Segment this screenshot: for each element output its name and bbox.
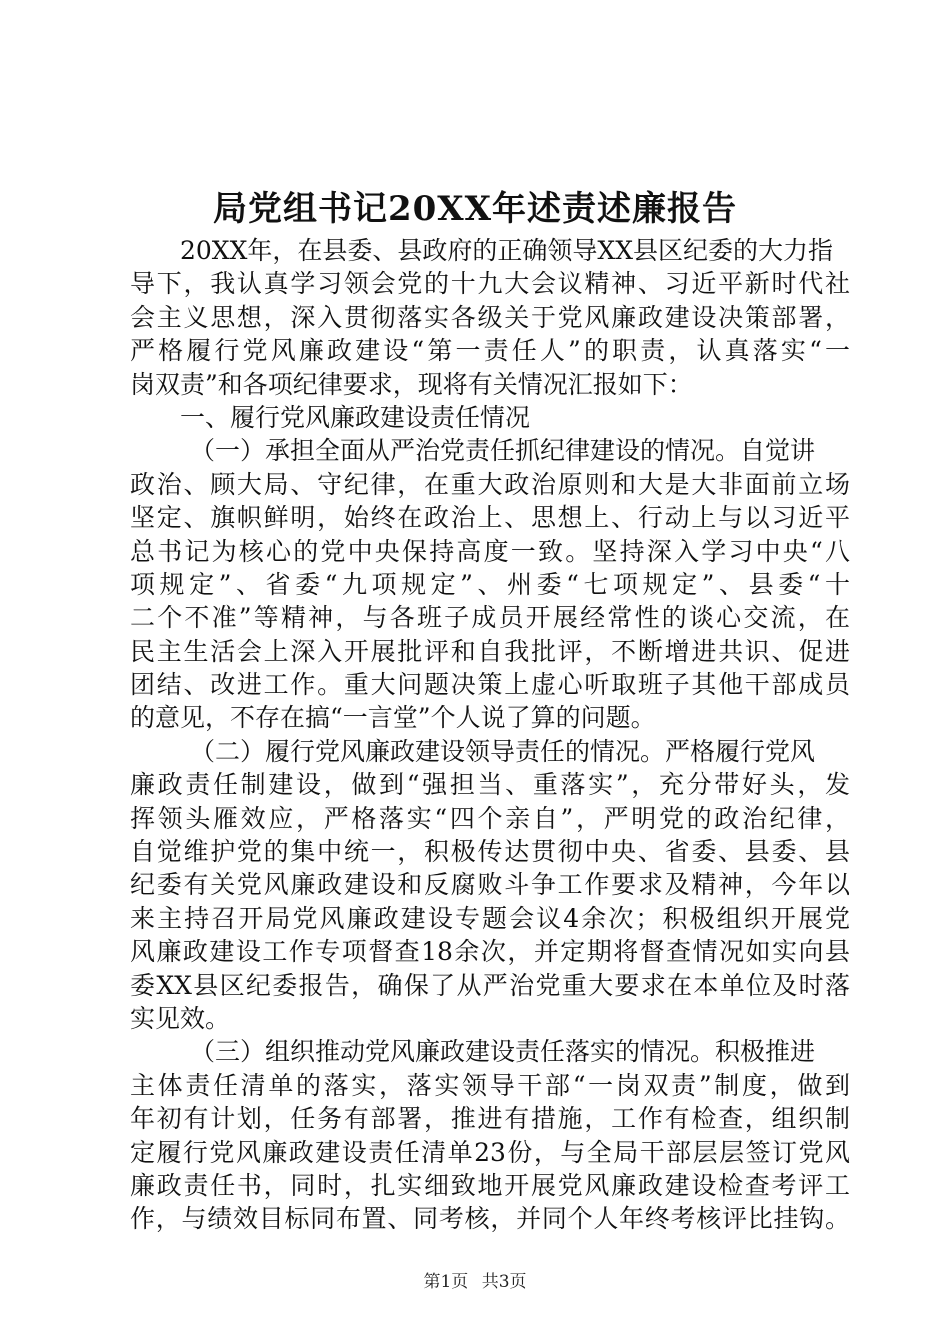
body-line: 的意见，不存在搞“一言堂”个人说了算的问题。 [130,703,656,733]
body-line: 实见效。 [130,1003,231,1033]
body-line: 作，与绩效目标同布置、同考核，并同个人年终考核评比挂钩。 [130,1204,850,1234]
body-line: 纪委有关党风廉政建设和反腐败斗争工作要求及精神，今年以 [130,870,850,900]
body-line: 严格履行党风廉政建设“第一责任人”的职责，认真落实“一 [130,336,850,366]
body-line: 定履行党风廉政建设责任清单23份，与全局干部层层签订党风 [130,1137,850,1167]
body-line: 主体责任清单的落实，落实领导干部“一岗双责”制度，做到 [130,1070,850,1100]
body-line: 总书记为核心的党中央保持高度一致。坚持深入学习中央“八 [130,536,850,566]
body-line: 自觉维护党的集中统一，积极传达贯彻中央、省委、县委、县 [130,837,850,867]
body-line: （三）组织推动党风廉政建设责任落实的情况。积极推进 [190,1037,816,1067]
body-line: 项规定”、省委“九项规定”、州委“七项规定”、县委“十 [130,569,850,599]
body-line: 岗双责”和各项纪律要求，现将有关情况汇报如下： [130,369,693,399]
body-line: 政治、顾大局、守纪律，在重大政治原则和大是大非面前立场 [130,469,850,499]
body-line: 民主生活会上深入开展批评和自我批评，不断增进共识、促进 [130,636,850,666]
body-line: 二个不准”等精神，与各班子成员开展经常性的谈心交流，在 [130,603,850,633]
page-total: 共3页 [481,1272,527,1292]
body-line: 挥领头雁效应，严格落实“四个亲自”，严明党的政治纪律， [130,803,850,833]
document-title: 局党组书记20XX年述责述廉报告 [212,189,738,229]
page-footer [0,1271,950,1293]
body-line: 团结、改进工作。重大问题决策上虚心听取班子其他干部成员 [130,670,850,700]
body-line: 廉政责任制建设，做到“强担当、重落实”，充分带好头，发 [130,770,850,800]
body-line: 风廉政建设工作专项督查18余次，并定期将督查情况如实向县 [130,937,850,967]
body-line: 廉政责任书，同时，扎实细致地开展党风廉政建设检查考评工 [130,1170,850,1200]
body-line: 会主义思想，深入贯彻落实各级关于党风廉政建设决策部署， [130,302,850,332]
body-line: 坚定、旗帜鲜明，始终在政治上、思想上、行动上与以习近平 [130,503,850,533]
page-number: 第1页 [423,1272,469,1292]
body-line: 20XX年，在县委、县政府的正确领导XX县区纪委的大力指 [180,236,834,265]
body-line: 来主持召开局党风廉政建设专题会议4余次；积极组织开展党 [130,903,850,933]
body-line: （二）履行党风廉政建设领导责任的情况。严格履行党风 [190,736,816,766]
body-line: 导下，我认真学习领会党的十九大会议精神、习近平新时代社 [130,269,850,299]
body-line: 年初有计划，任务有部署，推进有措施，工作有检查，组织制 [130,1104,850,1134]
body-line: （一）承担全面从严治党责任抓纪律建设的情况。自觉讲 [190,436,816,466]
document-body [130,234,850,1236]
section-heading: 一、履行党风廉政建设责任情况 [180,402,531,432]
body-line: 委XX县区纪委报告，确保了从严治党重大要求在本单位及时落 [130,970,850,1000]
